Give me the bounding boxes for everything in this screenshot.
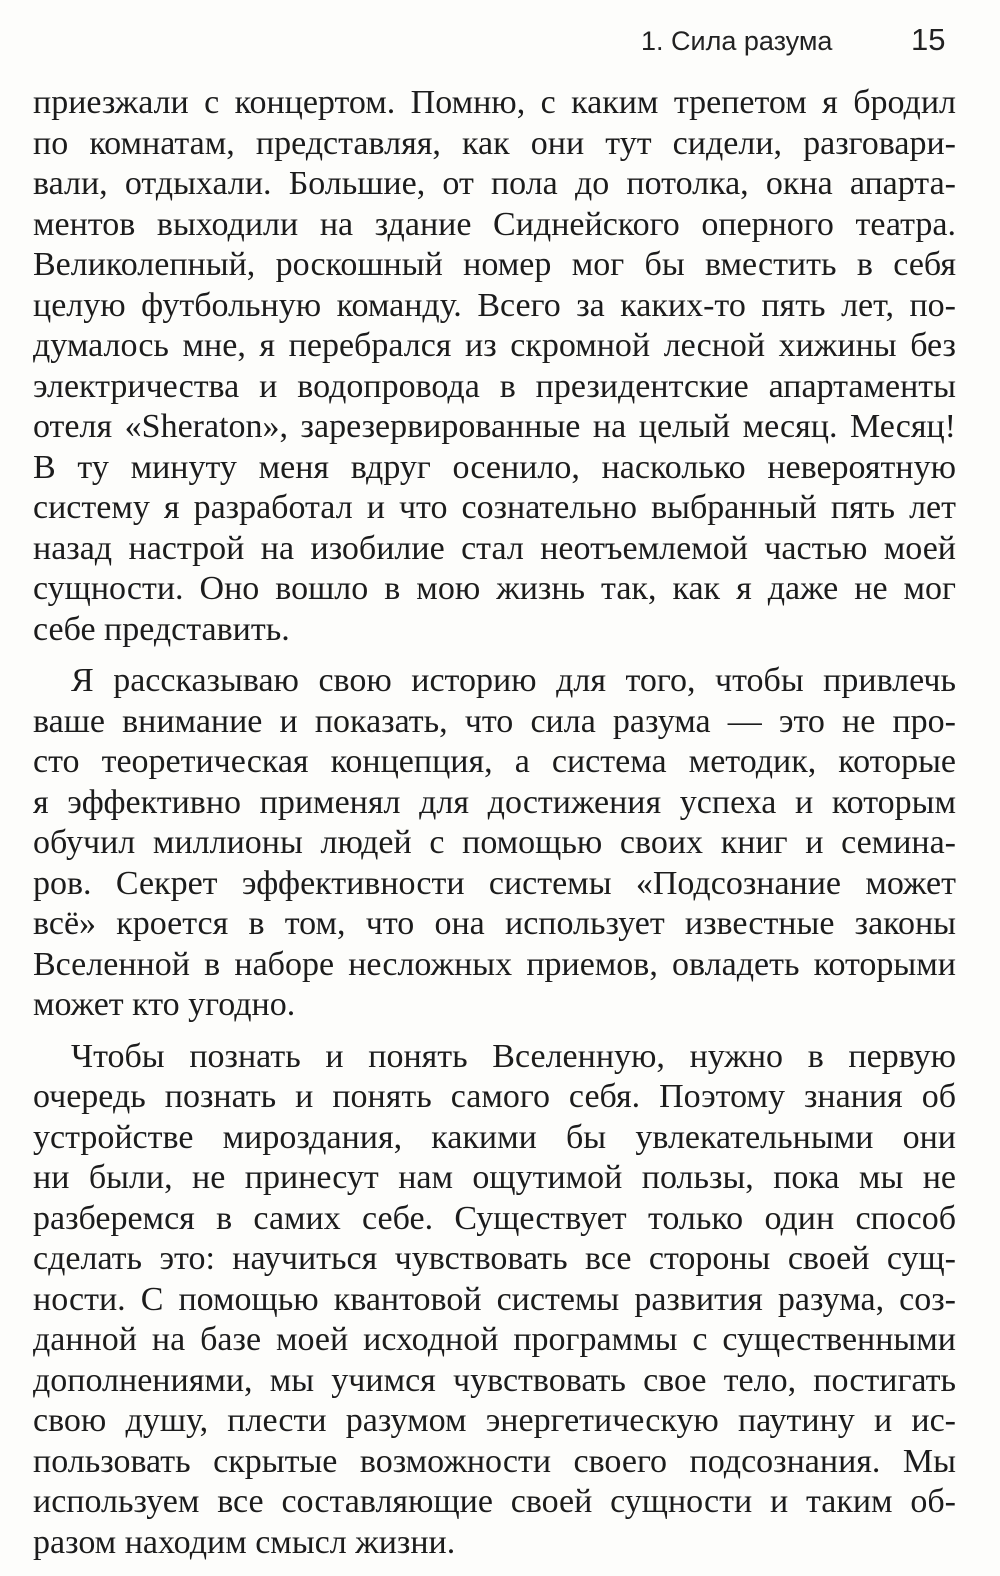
- text-line: себе представить.: [33, 610, 290, 648]
- text-line: обучил миллионы людей с помощью своих книг и семина-: [33, 824, 956, 861]
- text-line: сделать это: научиться чувствовать все стороны своей сущ-: [33, 1240, 956, 1277]
- paragraph: [33, 661, 956, 1026]
- text-line: сущности. Оно вошло в мою жизнь так, как я даже не мог: [33, 570, 956, 607]
- text-line: ментов выходили на здание Сиднейского оперного театра.: [33, 205, 956, 243]
- text-line: по комнатам, представляя, как они тут сидели, разговари-: [33, 124, 956, 162]
- text-line: свою душу, плести разумом энергетическую паутину и ис-: [33, 1402, 956, 1439]
- text-line: всё» кроется в том, что она использует известные законы: [33, 905, 956, 942]
- paragraph-gap: [33, 1026, 956, 1037]
- text-line: сто теоретическая концепция, а система методик, которые: [33, 743, 956, 780]
- paragraph: [33, 1037, 956, 1564]
- text-line: очередь познать и понять самого себя. Поэтому знания об: [33, 1078, 956, 1115]
- text-line: приезжали с концертом. Помню, с каким трепетом я бродил: [33, 84, 956, 121]
- text-line: ров. Секрет эффективности системы «Подсознание может: [33, 864, 956, 902]
- text-line: разом находим смысл жизни.: [33, 1523, 456, 1561]
- text-line: отеля «Sheraton», зарезервированные на целый месяц. Месяц!: [33, 408, 956, 445]
- paragraph: [33, 83, 956, 650]
- text-line: разберемся в самих себе. Существует только один способ: [33, 1199, 956, 1237]
- text-line: ни были, не принесут нам ощутимой пользы, пока мы не: [33, 1159, 956, 1196]
- text-line: может кто угодно.: [33, 986, 296, 1023]
- text-line: пользовать скрытые возможности своего подсознания. Мы: [33, 1442, 956, 1480]
- text-line: вали, отдыхали. Большие, от пола до потолка, окна апарта-: [33, 165, 956, 202]
- text-line: устройстве мироздания, какими бы увлекательными они: [33, 1118, 956, 1156]
- running-header: [0, 22, 1000, 62]
- page-number: 15: [911, 22, 946, 57]
- text-line: Вселенной в наборе несложных приемов, овладеть которыми: [33, 945, 956, 983]
- text-line: ваше внимание и показать, что сила разума — это не про-: [33, 702, 956, 740]
- text-line: дополнениями, мы учимся чувствовать свое тело, постигать: [33, 1361, 956, 1399]
- text-line: систему я разработал и что сознательно выбранный пять лет: [33, 489, 956, 526]
- text-line: Чтобы познать и понять Вселенную, нужно в первую: [71, 1037, 956, 1075]
- paragraph-gap: [33, 650, 956, 661]
- text-line: В ту минуту меня вдруг осенило, насколько невероятную: [33, 448, 956, 486]
- text-line: Великолепный, роскошный номер мог бы вместить в себя: [33, 246, 956, 283]
- text-line: используем все составляющие своей сущности и таким об-: [33, 1483, 956, 1520]
- text-line: целую футбольную команду. Всего за каких-то пять лет, по-: [33, 286, 956, 324]
- running-title: 1. Сила разума: [641, 26, 833, 56]
- body-text: [33, 83, 956, 1563]
- text-line: данной на базе моей исходной программы с существенными: [33, 1321, 956, 1358]
- text-line: я эффективно применял для достижения успеха и которым: [33, 783, 956, 821]
- text-line: назад настрой на изобилие стал неотъемлемой частью моей: [33, 529, 956, 567]
- text-line: думалось мне, я перебрался из скромной лесной хижины без: [33, 327, 956, 364]
- text-line: ности. С помощью квантовой системы развития разума, соз-: [33, 1280, 956, 1318]
- text-line: электричества и водопровода в президентские апартаменты: [33, 367, 956, 405]
- text-line: Я рассказываю свою историю для того, чтобы привлечь: [71, 662, 956, 699]
